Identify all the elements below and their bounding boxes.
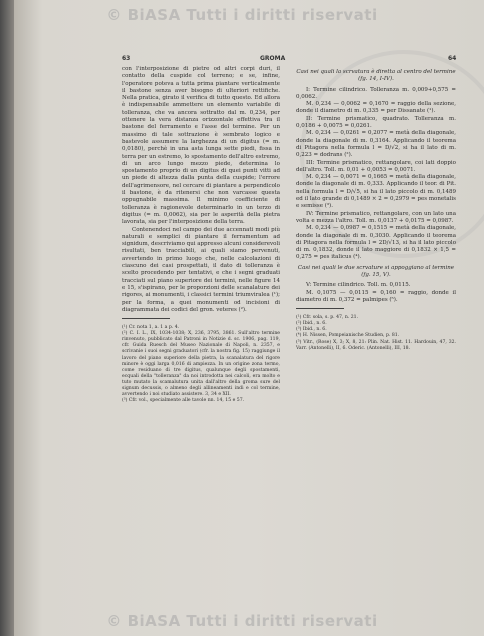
case-item: II: Termine prismatico, quadrato. Tolleranza m. 0,0186 + 0,0075 = 0,0261. [296, 115, 456, 130]
page-number-right: 64 [448, 55, 457, 62]
case-item: M. 0,234 — 0,0987 = 0,1515 = metà della diagonale, donde la diagonale di m. 0,3030. Applicando il teorema di Pitagora nella formula l = 2D/√13, si ha il lato piccolo di m. 0,1832, donde il lato maggiore di 0,1832 × 1,5 = 0,275 = pes italicus (⁴). [296, 225, 456, 261]
page-number-left: 63 [122, 55, 131, 62]
case-item: III: Termine prismatico, rettangolare, coi lati doppio dell'altro. Toll. m. 0,01 + 0,0053 = 0,0071. [296, 159, 456, 173]
left-footnote-3: (³) Cfr. vol., specialmente alle tavole nn. 14, 15 e 57. [122, 398, 245, 404]
case-item: M. 0,234 — 0,0062 = 0,1670 = raggio della sezione, donde il diametro di m. 0,335 = per Dissanate (¹). [296, 101, 456, 115]
right-footnote-4: (⁴) H. Nissen, Pompeianische Studien, p. 81. [296, 333, 400, 339]
footnote-rule-right [296, 308, 344, 309]
running-title: GROMA [260, 55, 286, 62]
section-title-1: Casi nei quali la scrvatura è diretta al centro del termine (fg. 14, I-IV). [296, 69, 456, 83]
watermark-top: © BiASA Tutti i diritti riservati [106, 6, 378, 24]
case-item: M. 0,234 — 0,0071 = 0,1665 = metà della diagonale, donde la diagonale di m. 0,333. Applicando il teor. di Pit. nella formula l = D/√5, si ha il lato piccolo di m. 0,1489 ed il lato grande di 0,1489 × 2 = 0,2979 = pes monetalis e semisse (³). [296, 174, 456, 210]
footnote-rule-left [122, 318, 170, 319]
right-footnote-2: (²) Ibid., n. 6. [296, 321, 327, 327]
case-item: M. 0,1075 — 0,0115 = 0,160 = raggio, donde il diametro di m. 0,372 = palmipes (⁵). [296, 289, 456, 303]
right-footnote-3: (³) Ibid., n. 6. [296, 327, 327, 333]
case-item: IV: Termine prismatico, rettangolare, con un lato una volta e mezza l'altro. Toll. m. 0,0137 + 0,0175 = 0,0987. [296, 210, 456, 224]
left-footnotes [122, 325, 280, 404]
left-footnote-1: (¹) Cr. nota 1, a. 1 a p. 4. [122, 325, 180, 331]
watermark-bottom: © BiASA Tutti i diritti riservati [106, 612, 378, 630]
section-title-2: Casi nei quali le due scrvature si appoggiano al termine (fg. 15, V). [297, 264, 455, 279]
left-column [122, 66, 280, 404]
case-item: V: Termine cilindrico. Toll. m. 0,0115. [306, 282, 411, 289]
right-footnote-5: (⁵) Vitr., (Rose) X, 3; X, 8, 21: Plin. Nat. Hist. 11. Hardouin, 47, 32. Varr. (Antonelli), II, 6. Oderic. (Antonelli), III, 18. [296, 339, 456, 351]
case-item: I: Termine cilindrico. Tolleranza m. 0,009+0,575 = 0,0062. [296, 86, 456, 100]
left-paragraph-2: Contenendoci nel campo dei due accennati modi più naturali e semplici di piantare il ferramentum ad signidum, descriviamo qui appresso alcuni considerevoli risultati, ben tracciabili, ai quali siamo pervenuti, avvertendo in primo luogo che, nelle calcolazioni di ciascuno dei casi prospettati, il dato di tolleranza è scelto procedendo per tentativi, e che i segni graduati tracciati sul piano superiore dei termini, nelle figure 14 e 15, s'ispirano, per le proporzioni delle scanalature dei rigores, ai monumenti, i classici termini triumviralea (¹); per la forma, a quei monumenti od incisioni di diagrammata dei codici del gron. veteres (²). [122, 226, 280, 313]
right-column [296, 66, 456, 352]
book-binding-edge [0, 0, 14, 636]
left-footnote-2: (²) C. I. L., IX, 1034-1038; X, 236, 3795, 3861. Sull'altro termine rinvenuto, pubblicato dal Patroni in Notizie d. sc. 1906, pag. 119, cfr. Guida Ruesch del Museo Nazionale di Napoli, n. 2357, e scrivanie i suoi segni graduatori (cfr. la nostra fig. 15) raggiunge il lavoro del piano superiore della pietra, la scanalatura del rigore minore è oggi larga 0,016 di ampiezza. In un origine zona termo, come residuano di tre digitus, qualunque degli spostamenti, ecquali della "tolleranza" da noi introdotta nei calcoli, era molto e tuto mutato la scamalutura unita dall'altro della groma sure del signum decussis, o almeno degli allineamenti indi e col termine, avvertendo i noi studiato assistere. 3, 34 e XII. [122, 331, 280, 398]
right-footnotes [296, 315, 456, 352]
case-item: M. 0,234 — 0,0261 = 0,2077 = metà della diagonale, donde la diagonale di m. 0,3164. Applicando il teorema di Pitagora nella formula l = D/√2, si ha il lato di m. 0,223 = dodrans (²). [296, 130, 456, 159]
right-footnote-1: (¹) Cfr. sola, s. p. 47, n. 21. [296, 315, 359, 321]
left-paragraph-1: con l'interposizione di pietre od altri corpi duri, il contatto della cuspide col terreno; e se, infine, l'operatore poteva a tutta prima piantare verticalmente il bastone senza aver bisogno di ulteriori rettifiche. Nella pratica, girato il verifica di tutto questo. Ed allora è indispensabile ammettere un elemento variabile di tolleranza, che va ancora sottratto dal m. 0,234, per ottenere la vera distanza orizzontale effettiva tra il bastone del ferramento e l'asse del termine. Per un massimo di tale sottrazione è sembrato logico e bastevole assumere la larghezza di un digitus (= m. 0,0180), perchè in una asta lunga sette piedi, fissa in terra per un estremo, lo spostamento dell'altro estremo, di un arco lungo mezzo piede, determina lo spostamento proprio di un digitus di quei punti vitti ad un piede di altezza dalla punta della cuspide; l'errore dell'agrimensore, nel cercare di piantare a perpendicolo il bastone, è da ritenersi che non varcasse questa oppugnabile massima. Il minimo coefficiente di tolleranza è ragionevole determinarlo in un terzo di digitus (= m. 0,0062), sia per le asperità della pietra lavorata, sia per l'interposizione della terra. [122, 66, 280, 226]
